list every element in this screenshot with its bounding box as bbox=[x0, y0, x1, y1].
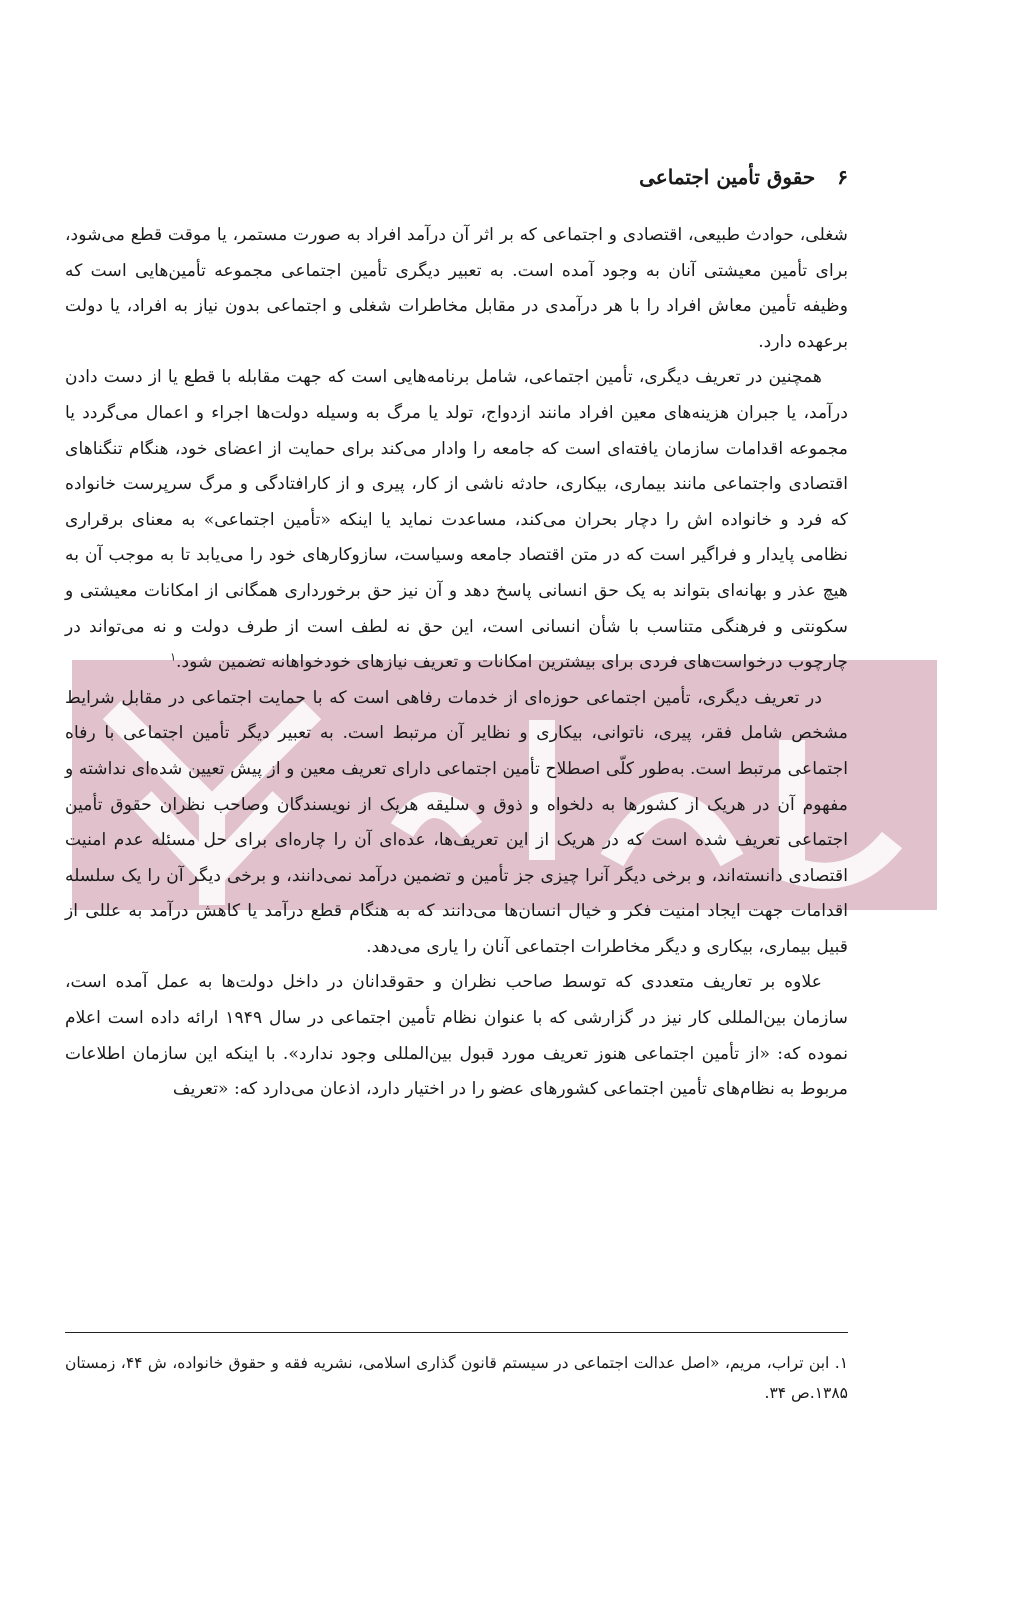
paragraph-text: همچنین در تعریف دیگری، تأمین اجتماعی، شامل برنامه‌هایی است که جهت مقابله با قطع یا از دست دادن درآمد، یا جبران هزینه‌های معین افراد مانند ازدواج، تولد یا مرگ به وسیله دولت‌ها اجراء و اعمال می‌گردد یا مجموعه اقدامات سازمان یافته‌ای است که جامعه را وادار می‌کند برای حمایت از اعضای خود، هنگام تنگناهای اقتصادی واجتماعی مانند بیماری، بیکاری، حادثه ناشی از کار، پیری و از کارافتادگی و مرگ سرپرست خانواده که فرد و خانواده اش را دچار بحران می‌کند، مساعدت نماید یا اینکه «تأمین اجتماعی» به معنای برقراری نظامی پایدار و فراگیر است که در متن اقتصاد جامعه وسیاست، سازوکارهای خود را می‌یابد تا به موجب آن به هیچ عذر و بهانه‌ای بتواند به یک حق انسانی پاسخ دهد و آن نیز حق برخورداری همگانی از امکانات معیشتی و سکونتی و فرهنگی متناسب با شأن انسانی است، این حق نه لطف است از طرف دولت و نه می‌تواند در چارچوب درخواست‌های فردی برای بیشترین امکانات و تعریف نیازهای خودخواهانه تضمین شود. bbox=[65, 367, 848, 673]
paragraph: در تعریف دیگری، تأمین اجتماعی حوزه‌ای از خدمات رفاهی است که با حمایت اجتماعی در مقابل شرایط مشخص شامل فقر، پیری، ناتوانی، بیکاری و نظایر آن مرتبط است. به تعبیر دیگر تأمین اجتماعی با رفاه اجتماعی مرتبط است. به‌طور کلّی اصطلاح تأمین اجتماعی دارای تعریف معین و از پیش تعیین شده‌ای نداشته و مفهوم آن در هریک از کشورها به دلخواه و ذوق و سلیقه هریک از نویسندگان وصاحب نظران حقوق تأمین اجتماعی تعریف شده است که در هریک از این تعریف‌ها، عده‌ای آن را چاره‌ای برای حل مسئله عدم امنیت اقتصادی دانسته‌اند، و برخی دیگر آنرا چیزی جز تأمین و تضمین درآمد نمی‌دانند، و برخی دیگر آن را یک سلسله اقدامات جهت ایجاد امنیت فکر و خیال انسان‌ها می‌دانند که به هنگام قطع درآمد یا کاهش درآمد به عللی از قبیل بیماری، بیکاری و دیگر مخاطرات اجتماعی آنان را یاری می‌دهد. bbox=[65, 687, 848, 957]
paragraph: علاوه بر تعاریف متعددی که توسط صاحب نظران و حقوقدانان در داخل دولت‌ها به عمل آمده است، سازمان بین‌المللی کار نیز در گزارشی که با عنوان نظام تأمین اجتماعی در سال ۱۹۴۹ ارائه داده است اعلام نموده که: «از تأمین اجتماعی هنوز تعریف مورد قبول بین‌المللی وجود ندارد». با اینکه این سازمان اطلاعات مربوط به نظام‌های تأمین اجتماعی کشورهای عضو را در اختیار دارد، اذعان می‌دارد که: «تعریف bbox=[65, 972, 849, 1100]
footnote-reference: ۱ bbox=[170, 650, 177, 664]
footnote-divider bbox=[65, 1332, 848, 1333]
paragraph: شغلی، حوادث طبیعی، اقتصادی و اجتماعی که بر اثر آن درآمد افراد به صورت مستمر، یا موقت قطع می‌شود، برای تأمین معیشتی آنان به وجود آمده است. به تعبیر دیگری تأمین اجتماعی مجموعه تأمین‌هایی است که وظیفه تأمین معاش افراد را با هر درآمدی در مقابل مخاطرات شغلی و اجتماعی بدون نیاز به افراد، یا دولت برعهده دارد. bbox=[65, 225, 848, 352]
footnote-text: ۱. ابن تراب، مریم، «اصل عدالت اجتماعی در سیستم قانون گذاری اسلامی، نشریه فقه و حقوق خانواده، ش ۴۴، زمستان ۱۳۸۵.ص ۳۴. bbox=[65, 1354, 849, 1402]
running-header bbox=[639, 165, 848, 189]
page-number: ۶ bbox=[837, 165, 848, 189]
footnote bbox=[65, 1348, 848, 1408]
paragraph bbox=[65, 360, 848, 680]
body-text bbox=[65, 218, 848, 1108]
running-title: حقوق تأمین اجتماعی bbox=[639, 165, 816, 189]
